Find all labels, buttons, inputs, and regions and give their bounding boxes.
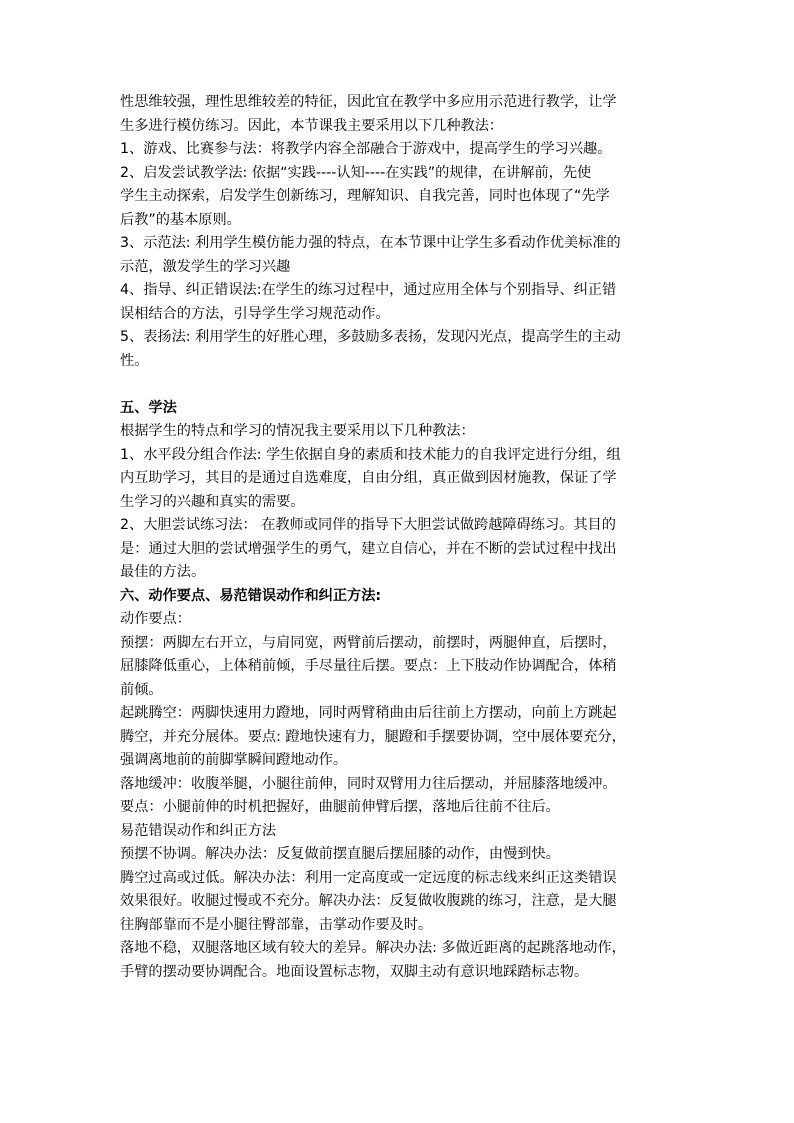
text-line: 4、指导、纠正错误法:在学生的练习过程中，通过应用全体与个别指导、纠正错 (120, 282, 617, 298)
document-body (120, 91, 682, 984)
paragraph (120, 138, 682, 162)
paragraph (120, 279, 682, 326)
text-line: 性。 (120, 352, 149, 369)
text-line: 前倾。 (120, 681, 163, 698)
text-line: 起跳腾空：两脚快速用力蹬地，同时两臂稍曲由后往前上方摆动，向前上方跳起 (120, 705, 617, 721)
text-line: 落地缓冲：收腹举腿，小腿往前伸，同时双臂用力往后摆动，并屈膝落地缓冲。 (120, 775, 617, 792)
text-line: 性思维较强，理性思维较差的特征，因此宜在教学中多应用示范进行教学，让学 (120, 94, 617, 110)
paragraph (120, 420, 682, 444)
paragraph (120, 702, 682, 773)
paragraph (120, 444, 682, 515)
paragraph (120, 514, 682, 585)
text-line: 后教”的基本原则。 (120, 211, 241, 228)
section-heading (120, 397, 682, 421)
heading-text: 六、动作要点、易范错误动作和纠正方法: (120, 587, 382, 604)
text-line: 屈膝降低重心，上体稍前倾，手尽量往后摆。要点：上下肢动作协调配合，体稍 (120, 658, 617, 674)
paragraph (120, 632, 682, 703)
text-line: 最佳的方法。 (120, 564, 206, 580)
text-line: 强调离地前的前脚掌瞬间蹬地动作。 (120, 752, 348, 768)
paragraph (120, 937, 682, 984)
text-line: 根据学生的特点和学习的情况我主要采用以下几种教法： (120, 423, 475, 439)
text-line: 2、大胆尝试练习法： 在教师或同伴的指导下大胆尝试做跨越障碍练习。其目的 (120, 517, 616, 533)
text-line: 腾空过高或过低。解决办法：利用一定高度或一定远度的标志线来纠正这类错误 (120, 869, 617, 886)
paragraph (120, 773, 682, 820)
paragraph (120, 867, 682, 938)
paragraph (120, 91, 682, 138)
text-line: 落地不稳，双腿落地区域有较大的差异。解决办法: 多做近距离的起跳落地动作， (120, 940, 626, 956)
text-line: 往胸部靠而不是小腿往臀部靠，击掌动作要及时。 (120, 916, 433, 933)
text-line: 易范错误动作和纠正方法 (120, 822, 277, 839)
blank-line (120, 373, 682, 397)
paragraph (120, 820, 682, 844)
text-line: 腾空，并充分展体。要点: 蹬地快速有力，腿蹬和手摆要协调，空中展体要充分， (120, 728, 626, 745)
text-line: 效果很好。收腿过慢或不充分。解决办法：反复做收腹跳的练习，注意，是大腿 (120, 893, 617, 909)
text-line: 1、水平段分组合作法: 学生依据自身的素质和技术能力的自我评定进行分组，组 (120, 446, 621, 463)
text-line: 要点：小腿前伸的时机把握好，曲腿前伸臂后摆，落地后往前不往后。 (120, 799, 560, 815)
paragraph (120, 326, 682, 373)
text-line: 预摆：两脚左右开立，与肩同宽，两臂前后摆动，前摆时，两腿伸直，后摆时， (120, 634, 617, 651)
text-line: 1、游戏、比赛参与法：将教学内容全部融合于游戏中，提高学生的学习兴趣。 (120, 141, 612, 157)
heading-text: 五、学法 (120, 399, 177, 416)
text-line: 示范，激发学生的学习兴趣 (120, 258, 291, 275)
section-heading (120, 585, 682, 609)
paragraph (120, 608, 682, 632)
text-line: 预摆不协调。解决办法：反复做前摆直腿后摆屈膝的动作，由慢到快。 (120, 846, 560, 862)
paragraph (120, 232, 682, 279)
text-line: 动作要点： (120, 611, 191, 627)
text-line: 是：通过大胆的尝试增强学生的勇气，建立自信心，并在不断的尝试过程中找出 (120, 540, 617, 557)
text-line: 学生主动探索，启发学生创新练习，理解知识、自我完善，同时也体现了“先学 (120, 188, 610, 204)
text-line: 内互助学习，其目的是通过自选难度，自由分组，真正做到因材施教，保证了学 (120, 470, 617, 486)
paragraph (120, 843, 682, 867)
text-line: 2、启发尝试教学法: 依据“实践----认知----在实践”的规律，在讲解前，先使 (120, 164, 592, 181)
text-line: 生多进行模仿练习。因此，本节课我主要采用以下几种教法： (120, 117, 504, 134)
text-line: 手臂的摆动要协调配合。地面设置标志物，双脚主动有意识地踩踏标志物。 (120, 963, 589, 980)
paragraph (120, 162, 682, 233)
text-line: 生学习的兴趣和真实的需要。 (120, 493, 305, 510)
text-line: 5、表扬法: 利用学生的好胜心理，多鼓励多表扬，发现闪光点，提高学生的主动 (120, 329, 621, 345)
text-line: 3、示范法: 利用学生模仿能力强的特点，在本节课中让学生多看动作优美标准的 (120, 235, 621, 251)
text-line: 误相结合的方法，引导学生学习规范动作。 (120, 305, 390, 322)
